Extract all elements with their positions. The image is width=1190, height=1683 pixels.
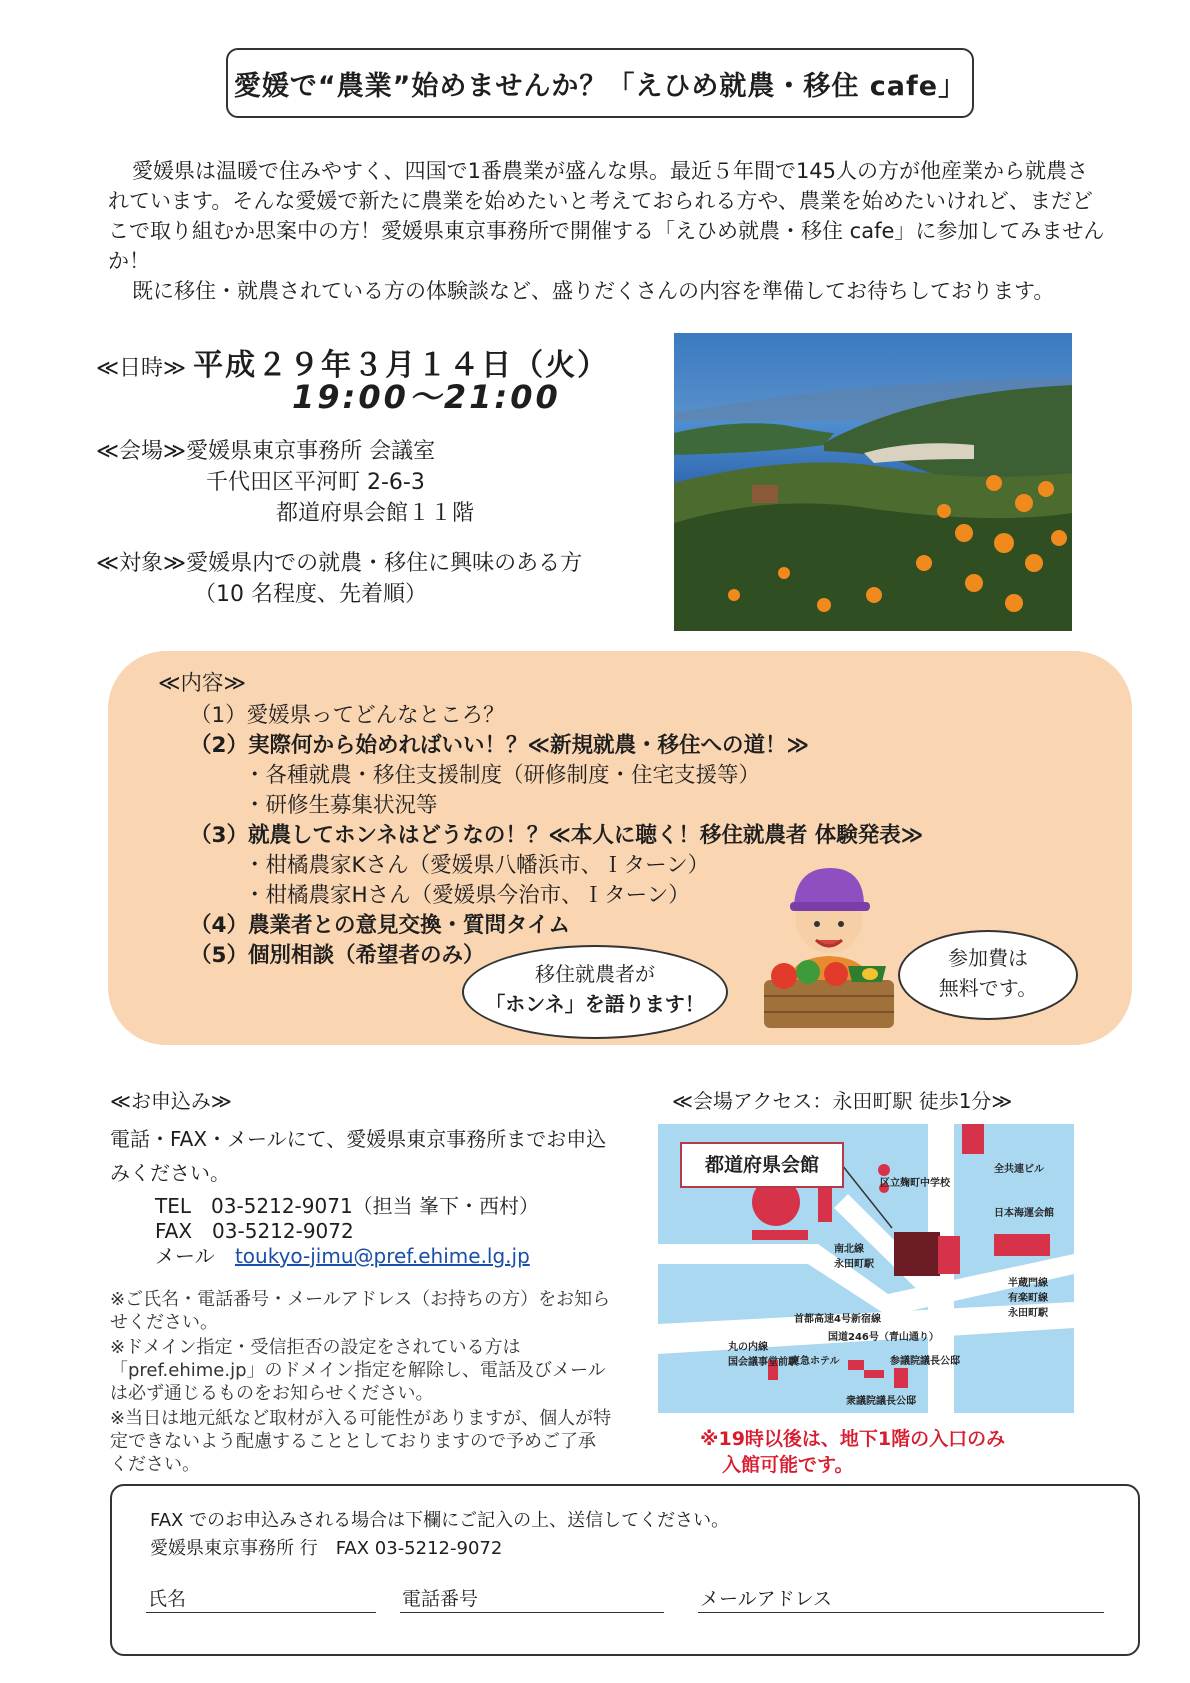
program-subitem: ・各種就農・移住支援制度（研修制度・住宅支援等） — [244, 763, 761, 788]
venue-building: 都道府県会館１１階 — [276, 501, 475, 526]
phone-label: 電話番号 — [402, 1588, 479, 1610]
speech-bubble-left — [462, 945, 728, 1039]
speech-bubble-right — [898, 930, 1078, 1020]
map-label: 国道246号（青山通り） — [828, 1332, 939, 1343]
bubble-left-line1: 移住就農者が — [535, 962, 655, 986]
fax-instruction: FAX でのお申込みされる場合は下欄にご記入の上、送信してください。 — [150, 1510, 730, 1531]
map-label: 南北線 永田町駅 — [834, 1244, 874, 1270]
apply-mail-row — [155, 1240, 530, 1269]
coastal-orchard-photo — [674, 333, 1072, 631]
target-label: ≪対象≫ — [96, 551, 187, 576]
program-item: （2）実際何から始めればいい！？≪新規就農・移住への道！≫ — [190, 733, 809, 758]
apply-tel: TEL 03-5212-9071（担当 峯下・西村） — [155, 1194, 540, 1218]
program-subitem: ・研修生募集状況等 — [244, 793, 438, 818]
phone-field[interactable] — [400, 1612, 664, 1613]
venue-name: 愛媛県東京事務所 会議室 — [186, 439, 436, 464]
venue-address: 千代田区平河町 2-6-3 — [206, 470, 425, 495]
mail-label: メール — [155, 1244, 215, 1268]
program-item: （3）就農してホンネはどうなの！？≪本人に聴く！移住就農者 体験発表≫ — [190, 823, 924, 848]
apply-heading: ≪お申込み≫ — [110, 1089, 232, 1113]
program-item: （5）個別相談（希望者のみ） — [190, 943, 485, 968]
venue-label: ≪会場≫ — [96, 439, 187, 464]
target-note: （10 名程度、先着順） — [194, 582, 427, 607]
program-subitem: ・柑橘農家Hさん（愛媛県今治市、Ｉターン） — [244, 883, 690, 908]
map-label: 全共連ビル — [994, 1164, 1044, 1175]
apply-notes — [110, 1288, 612, 1476]
program-subitem: ・柑橘農家Kさん（愛媛県八幡浜市、Ｉターン） — [244, 853, 710, 878]
intro-section — [108, 156, 1108, 306]
map-label: 衆議院議長公邸 — [846, 1396, 916, 1407]
bubble-right-line2: 無料です。 — [938, 976, 1038, 1000]
access-note-1: ※19時以後は、地下1階の入口のみ — [700, 1428, 1006, 1450]
event-date: 平成２９年３月１４日（火） — [193, 348, 610, 383]
apply-text-2: みください。 — [110, 1161, 230, 1185]
access-map — [658, 1124, 1074, 1413]
map-label: 日本海運会館 — [994, 1208, 1054, 1219]
apply-fax: FAX 03-5212-9072 — [155, 1219, 354, 1243]
name-label: 氏名 — [148, 1588, 187, 1610]
target-row — [96, 546, 582, 577]
bubble-right-line1: 参加費は — [948, 946, 1028, 970]
email-field[interactable] — [698, 1612, 1104, 1613]
note-item: ※ご氏名・電話番号・メールアドレス（お持ちの方）をお知らせください。 — [110, 1289, 611, 1333]
note-item: ※当日は地元紙など取材が入る可能性がありますが、個人が特定できないよう配慮することとしておりますので予めご了承ください。 — [110, 1408, 612, 1475]
bubble-left-line2: 「ホンネ」を語ります！ — [485, 992, 705, 1016]
access-note-2: 入館可能です。 — [722, 1454, 854, 1476]
map-label: 区立麹町中学校 — [880, 1178, 950, 1189]
fax-application-form — [110, 1484, 1140, 1656]
program-item: （4）農業者との意見交換・質問タイム — [190, 913, 571, 938]
datetime-label: ≪日時≫ — [96, 356, 187, 381]
apply-text-1: 電話・FAX・メールにて、愛媛県東京事務所までお申込 — [110, 1127, 607, 1151]
map-venue-label: 都道府県会館 — [680, 1142, 844, 1188]
access-heading: ≪会場アクセス：永田町駅 徒歩1分≫ — [672, 1089, 1013, 1113]
map-label: 東急ホテル — [790, 1356, 840, 1367]
page-title: 愛媛で“農業”始めませんか？「えひめ就農・移住 cafe」 — [226, 48, 974, 118]
intro-paragraph-2: 既に移住・就農されている方の体験談など、盛りだくさんの内容を準備してお待ちしております。 — [132, 279, 1055, 303]
email-label: メールアドレス — [700, 1588, 833, 1610]
intro-paragraph-1: 愛媛県は温暖で住みやすく、四国で1番農業が盛んな県。最近５年間で145人の方が他産業から就農されています。そんな愛媛で新たに農業を始めたいと考えておられる方や、農業を始めたいけれど、まだどこで取り組むか思案中の方！愛媛県東京事務所で開催する「えひめ就農・移住 cafe」に参加してみませんか！ — [108, 159, 1105, 273]
fax-destination: 愛媛県東京事務所 行 FAX 03-5212-9072 — [150, 1538, 503, 1559]
venue-row — [96, 434, 435, 465]
program-heading: ≪内容≫ — [158, 671, 247, 696]
note-item: ※ドメイン指定・受信拒否の設定をされている方は「pref.ehime.jp」のドメイン指定を解除し、電話及びメールは必ず通じるものをお知らせください。 — [110, 1337, 606, 1404]
map-label: 参議院議長公邸 — [890, 1356, 960, 1367]
farmer-illustration — [758, 862, 900, 1034]
target-text: 愛媛県内での就農・移住に興味のある方 — [186, 551, 583, 576]
event-time: 19:00～21:00 — [292, 378, 561, 416]
map-label: 首都高速4号新宿線 — [794, 1314, 881, 1325]
program-item: （1）愛媛県ってどんなところ？ — [190, 703, 505, 728]
map-label: 半蔵門線 有楽町線 永田町駅 — [1008, 1278, 1048, 1319]
email-link[interactable]: toukyo-jimu@pref.ehime.lg.jp — [234, 1244, 530, 1268]
map-label: 丸の内線 国会議事堂前駅 — [728, 1342, 798, 1368]
name-field[interactable] — [146, 1612, 376, 1613]
